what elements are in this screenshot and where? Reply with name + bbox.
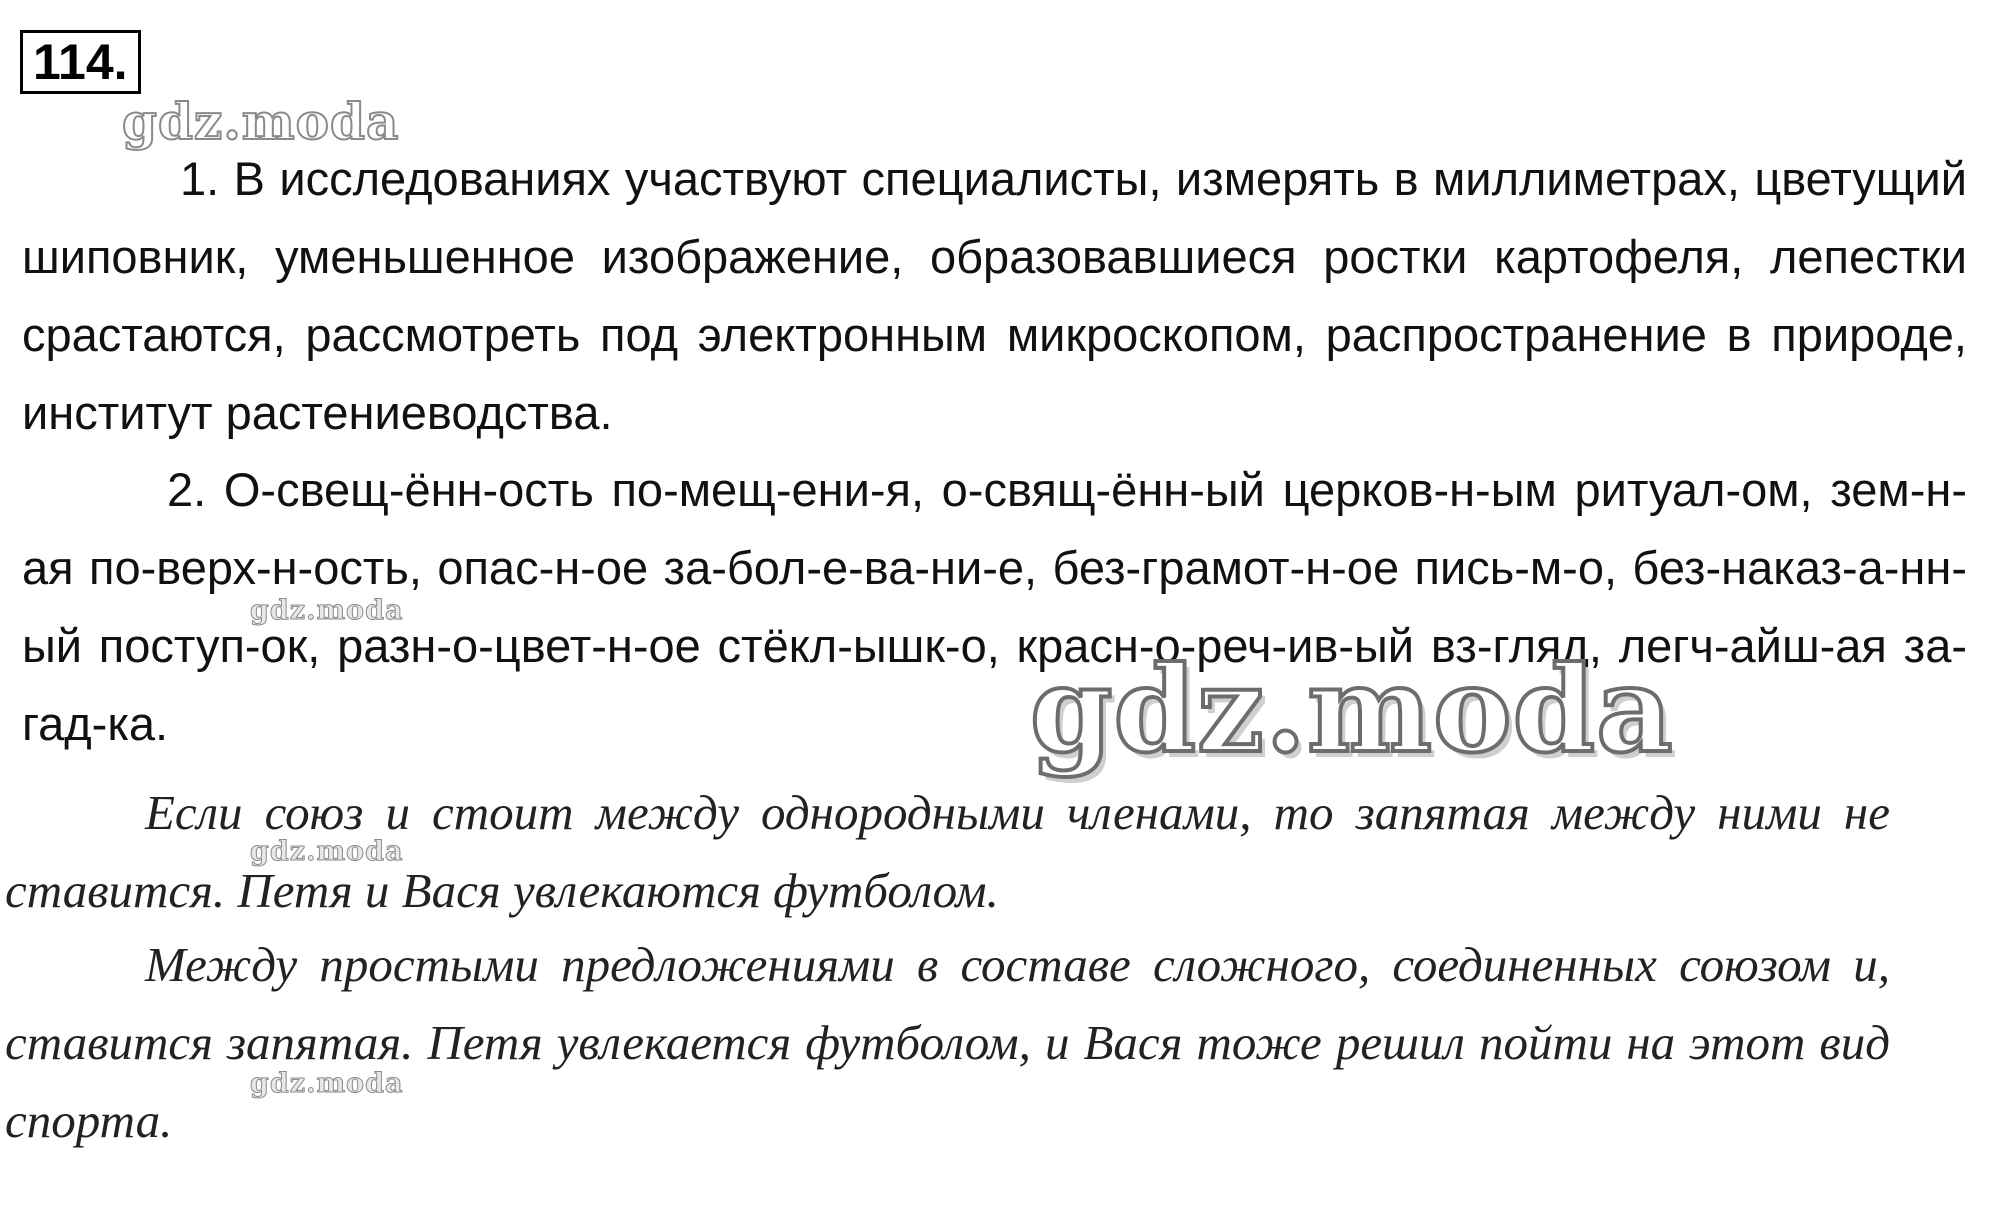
- answer-item-2: 2. О-свещ-ённ-ость по-мещ-ени-я, о-свящ-ённ-ый церков-н-ым ритуал-ом, зем-н-ая по-верх-н-ость, опас-н-ое за-бол-е-ва-ни-е, без-грамот-н-ое пись-м-о, без-наказ-а-нн-ый поступ-ок, разн-о-цвет-н-ое стёкл-ышк-о, красн-о-реч-ив-ый вз-гляд, легч-айш-ая за-гад-ка.: [22, 463, 1967, 750]
- rule-paragraph-1: Если союз и стоит между однородными членами, то запятая между ними не ставится. Петя и Вася увлекаются футболом.: [5, 785, 1890, 918]
- watermark-top: gdz.moda: [122, 92, 400, 151]
- exercise-number: 114.: [20, 30, 141, 94]
- watermark-small-3: gdz.moda: [250, 1068, 404, 1099]
- watermark-large: gdz.moda: [1030, 640, 1674, 779]
- watermark-small-2: gdz.moda: [250, 836, 404, 867]
- rule-paragraph-2: Между простыми предложениями в составе сложного, соединенных союзом и, ставится запятая. Петя увлекается футболом, и Вася тоже решил пойти на этот вид спорта.: [5, 937, 1890, 1148]
- answer-item-1: 1. В исследованиях участвуют специалисты, измерять в миллиметрах, цветущий шиповник, уменьшенное изображение, образовавшиеся ростки картофеля, лепестки срастаются, рассмотреть под электронным микроскопом, распространение в природе, институт растениеводства.: [22, 152, 1967, 439]
- watermark-small-1: gdz.moda: [250, 595, 404, 626]
